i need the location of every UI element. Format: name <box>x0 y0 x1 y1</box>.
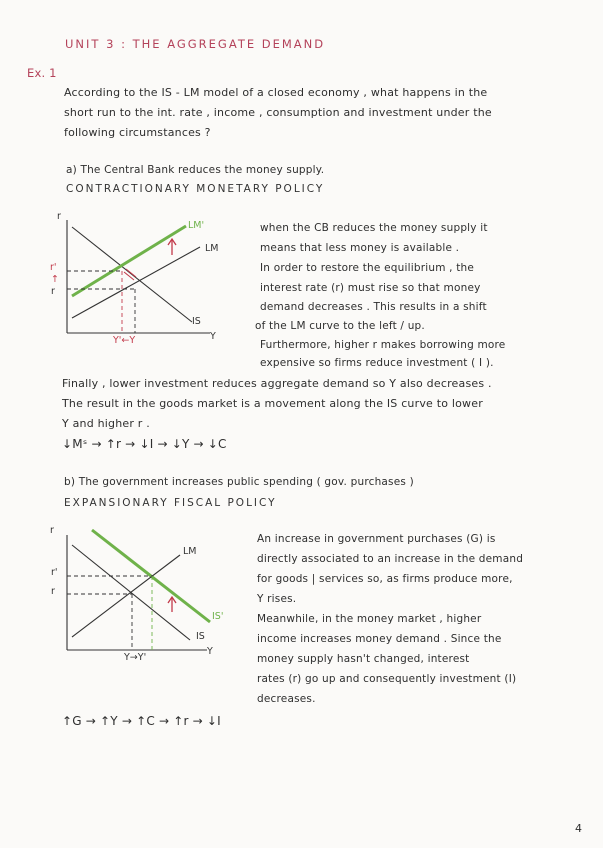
part-a-policy: CONTRACTIONARY MONETARY POLICY <box>66 183 325 195</box>
graph-b-is-label: IS <box>196 631 205 642</box>
part-b-policy: EXPANSIONARY FISCAL POLICY <box>64 497 277 509</box>
part-a-side-line: Furthermore, higher r makes borrowing more <box>260 339 506 351</box>
graph-b-axis-r-label: r <box>50 525 54 536</box>
graph-a-r-label: r <box>51 286 55 297</box>
graph-a-r-new-label: r' <box>50 262 57 273</box>
part-b-side-line: Y rises. <box>257 593 297 605</box>
graph-b-lm-curve <box>72 555 180 637</box>
part-a-side-line: when the CB reduces the money supply it <box>260 222 488 234</box>
part-b-side-line: rates (r) go up and consequently investment (I) <box>257 673 517 685</box>
part-b-side-line: money supply hasn't changed, interest <box>257 653 470 665</box>
part-a-text-line: Finally , lower investment reduces aggregate demand so Y also decreases . <box>62 377 492 390</box>
graph-a-is-label: IS <box>192 316 201 327</box>
part-a-chain: ↓Mˢ → ↑r → ↓I → ↓Y → ↓C <box>62 437 227 451</box>
part-b-chain: ↑G → ↑Y → ↑C → ↑r → ↓I <box>62 714 221 728</box>
graph-a-axis-r-label: r <box>57 211 61 222</box>
part-a-text-line: The result in the goods market is a movement along the IS curve to lower <box>62 397 483 410</box>
exercise-label: Ex. 1 <box>27 66 57 80</box>
part-b-side-line: income increases money demand . Since the <box>257 633 502 645</box>
part-b-side-line: An increase in government purchases (G) is <box>257 533 496 545</box>
question-line: According to the IS - LM model of a closed economy , what happens in the <box>64 86 488 99</box>
graph-a-r-up-arrow-icon: ↑ <box>51 274 59 285</box>
graph-b-y-label: Y→Y' <box>124 652 147 663</box>
graph-b-axis-y-label: Y <box>207 646 213 657</box>
page-number: 4 <box>575 822 583 835</box>
graph-a-lm-label: LM <box>205 243 219 254</box>
part-a-prompt: a) The Central Bank reduces the money supply. <box>66 164 325 176</box>
part-b-side-line: directly associated to an increase in the demand <box>257 553 524 565</box>
graph-a-y-label: Y'←Y <box>113 335 136 346</box>
part-b-prompt: b) The government increases public spending ( gov. purchases ) <box>64 476 414 488</box>
graph-a-lm-new-label: LM' <box>188 220 205 231</box>
graph-b-is-new-label: IS' <box>212 611 224 622</box>
part-b-side-line: decreases. <box>257 693 316 705</box>
part-a-side-line: of the LM curve to the left / up. <box>255 320 425 332</box>
part-b-side-line: Meanwhile, in the money market , higher <box>257 613 482 625</box>
part-a-text-line: Y and higher r . <box>62 417 150 430</box>
part-b-side-line: for goods | services so, as firms produce more, <box>257 573 513 585</box>
unit-title: UNIT 3 : THE AGGREGATE DEMAND <box>65 37 326 51</box>
part-a-side-line: means that less money is available . <box>260 242 460 254</box>
question-line: short run to the int. rate , income , consumption and investment under the <box>64 106 492 119</box>
part-a-side-line: In order to restore the equilibrium , the <box>260 262 475 274</box>
graph-b-r-new-label: r' <box>51 567 58 578</box>
graph-b-lm-label: LM <box>183 546 197 557</box>
question-line: following circumstances ? <box>64 126 211 139</box>
part-a-side-line: interest rate (r) must rise so that money <box>260 282 481 294</box>
graph-b-r-label: r <box>51 586 55 597</box>
part-a-side-line: demand decreases . This results in a shift <box>260 301 487 313</box>
part-a-side-line: expensive so firms reduce investment ( I ). <box>260 357 494 369</box>
graph-a-axis-y-label: Y <box>210 331 216 342</box>
